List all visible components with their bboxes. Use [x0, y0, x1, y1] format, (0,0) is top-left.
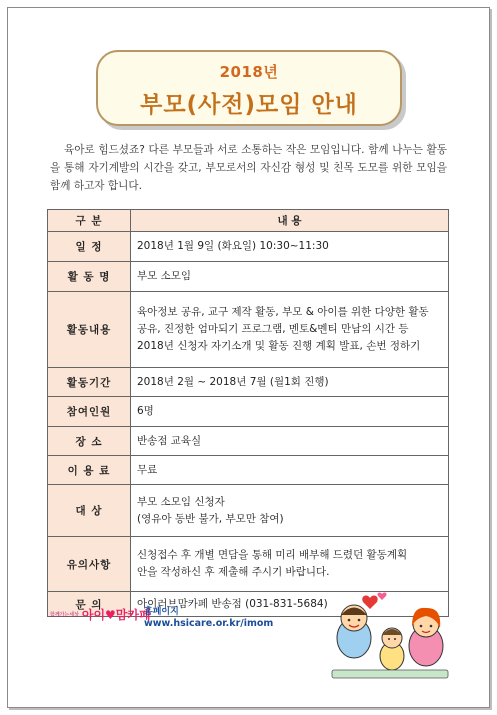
target-line: (영유아 동반 불가, 부모만 참여): [137, 512, 284, 525]
logo-main-text: 아이♥맘카페: [81, 608, 151, 622]
row-value: 2018년 2월 ~ 2018년 7월 (월1회 진행): [131, 368, 449, 397]
header-label: 구 분: [48, 210, 131, 232]
row-value: 6명: [131, 397, 449, 427]
row-value: 아이러브맘카페 반송점 (031-831-5684): [131, 592, 449, 617]
header-value: 내 용: [131, 210, 449, 232]
row-label: 활 동 명: [48, 262, 131, 292]
homepage-label: 홈페이지: [144, 607, 179, 617]
row-label: 일 정: [48, 232, 131, 262]
row-value: [131, 537, 449, 592]
row-value: [131, 485, 449, 537]
table-row: [48, 537, 449, 592]
row-value: 무료: [131, 456, 449, 485]
page-title: 부모(사전)모임 안내: [140, 92, 358, 118]
row-value: 부모 소모임: [131, 262, 449, 292]
row-label: 장 소: [48, 427, 131, 456]
row-value: 반송점 교육실: [131, 427, 449, 456]
homepage-link[interactable]: www.hsicare.or.kr/imom: [144, 618, 274, 629]
activity-line: 2018년 신청자 자기소개 및 활동 진행 계획 발표, 손번 정하기: [137, 340, 421, 352]
row-label: 활동내용: [48, 292, 131, 368]
table-row: [48, 456, 449, 485]
notice-line: 신청접수 후 개별 면담을 통해 미리 배부해 드렸던 활동계획: [137, 549, 408, 561]
table-row: [48, 397, 449, 427]
table-row: [48, 262, 449, 292]
table-row: [48, 485, 449, 537]
row-label: 이 용 료: [48, 456, 131, 485]
cafe-logo: [50, 606, 151, 626]
notice-line: 안을 작성하신 후 제출해 주시기 바랍니다.: [137, 566, 330, 578]
activity-line: 공유, 진정한 엄마되기 프로그램, 멘토&멘티 만남의 시간 등: [137, 323, 409, 335]
table-row: [48, 232, 449, 262]
row-label: 대 상: [48, 485, 131, 537]
table-row: [48, 368, 449, 397]
table-row: [48, 292, 449, 368]
title-box: [96, 50, 402, 126]
activity-line: 육아정보 공유, 교구 제작 활동, 부모 & 아이를 위한 다양한 활동: [137, 306, 429, 318]
row-value: [131, 292, 449, 368]
row-value: 2018년 1월 9일 (화요일) 10:30~11:30: [131, 232, 449, 262]
row-label: 문 의: [48, 592, 131, 617]
logo-small-text: 함께가는세상: [50, 612, 79, 618]
family-illustration: [330, 590, 450, 682]
intro-paragraph: 육아로 힘드셨죠? 다른 부모들과 서로 소통하는 작은 모임입니다. 함께 나누는 활동을 통해 자기계발의 시간을 갖고, 부모로서의 자신감 형성 및 친목 도모를 위한 모임을 함께 하고자 합니다.: [50, 144, 447, 192]
title-year: 2018년: [219, 63, 279, 81]
row-label: 활동기간: [48, 368, 131, 397]
table-row: [48, 427, 449, 456]
target-line: 부모 소모임 신청자: [137, 495, 225, 508]
row-label: 참여인원: [48, 397, 131, 427]
table-header-row: [48, 210, 449, 232]
row-label: 유의사항: [48, 537, 131, 592]
info-table: [47, 209, 449, 617]
